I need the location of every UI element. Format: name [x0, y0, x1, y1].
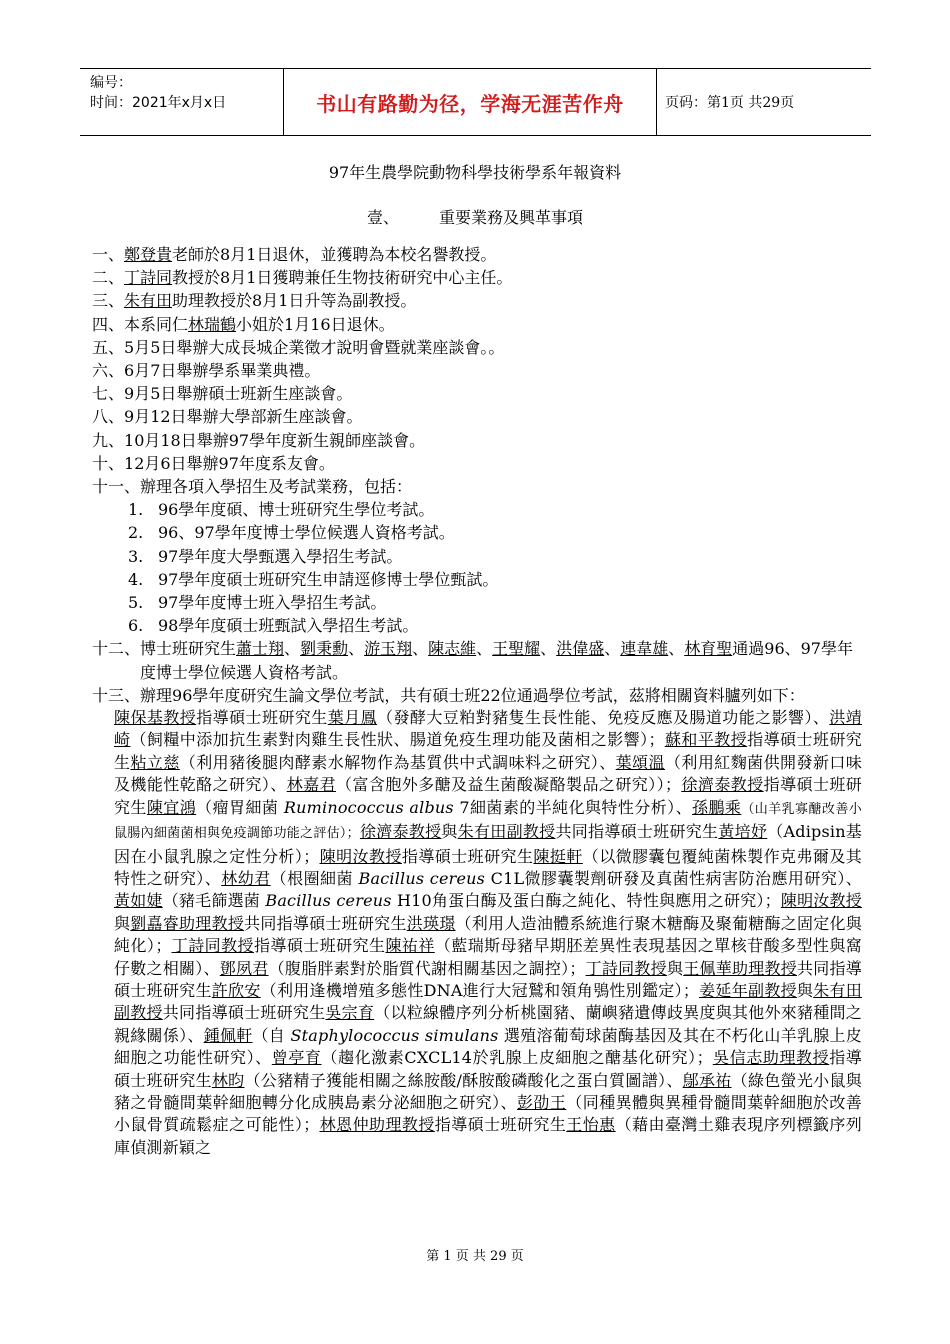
thesis-title: （自: [252, 1025, 286, 1045]
person-name: 林瑞鶴: [188, 314, 237, 334]
item-number: 一、: [92, 245, 125, 264]
student-name: 洪靖崎: [114, 708, 862, 750]
advisor-name: 林恩仲助理教授: [319, 1115, 435, 1135]
student-name: 葉頌溫: [615, 752, 665, 772]
student-name: 陳挺軒: [533, 846, 583, 866]
document-title: 97年生農學院動物科學技術學系年報資料: [328, 163, 622, 182]
sub-item-text: 96、97學年度博士學位候選人資格考試。: [158, 523, 455, 543]
list-item: [92, 336, 862, 359]
student-name: 曾亭育: [271, 1048, 322, 1068]
sub-item-number: 5.: [128, 593, 144, 613]
thesis-title: （富含胞外多醣及益生菌酸凝酪製品之研究））；: [336, 775, 682, 795]
list-item: [92, 243, 862, 266]
person-name: 林育聖: [684, 639, 733, 659]
text-run: 指導碩士班研究生: [114, 775, 863, 817]
person-name: 蕭士翔: [236, 639, 285, 659]
thesis-title: （藉由臺灣土雞表現序列標籤序列庫偵測新穎之: [114, 1115, 862, 1157]
list-item: [92, 637, 862, 683]
separator: 、: [412, 639, 429, 659]
advisor-name: 王佩華助理教授: [683, 958, 798, 978]
student-name: 林昀: [211, 1070, 245, 1090]
thesis-title: （腹脂胖素對於脂質代謝相關基因之調控）；: [268, 958, 586, 978]
section-heading: [0, 205, 950, 228]
text-run: 共同指導碩士班研究生: [555, 822, 719, 842]
sub-item-text: 97學年度博士班入學招生考試。: [158, 593, 387, 613]
page-header: [80, 68, 871, 136]
sub-item-number: 3.: [128, 546, 144, 566]
student-name: 陳祐祥: [385, 936, 435, 956]
student-name: 鄔承祐: [682, 1070, 732, 1090]
item-number: 九、: [92, 430, 125, 450]
thesis-title: （以粒線體序列分析桃園豬、蘭嶼豬遺傳歧異度與其他外來豬種間之親緣關係）、: [114, 1003, 862, 1045]
item-text: 6月7日舉辦學系畢業典禮。: [124, 361, 321, 381]
item-text: 辦理各項入學招生及考試業務，包括：: [140, 477, 413, 497]
item-number: 七、: [92, 384, 125, 404]
sub-list-item: [128, 545, 862, 568]
header-time-label: 时间：2021年x月x日: [90, 95, 227, 111]
thesis-title: （藍瑞斯母豬早期胚差異性表現基因之單核苷酸多型性與窩仔數之相關）、: [114, 936, 862, 978]
sub-item-text: 98學年度碩士班甄試入學招生考試。: [158, 616, 419, 636]
item-text: 本系同仁: [124, 314, 189, 334]
student-name: 黃如婕: [114, 891, 163, 911]
document-body: [92, 243, 862, 1159]
item-number: 八、: [92, 407, 125, 427]
thesis-title: （飼糧中添加抗生素對肉雞生長性狀、腸道免疫生理功能及菌相之影響）；: [130, 730, 665, 750]
header-motto: 书山有路勤为径，学海无涯苦作舟: [283, 69, 657, 135]
list-item: [92, 452, 862, 475]
item-number: 十三、: [92, 685, 141, 705]
thesis-title: 選殖溶葡萄球菌酶基因及其在不朽化山羊乳腺上皮細胞之功能性研究）、: [114, 1025, 862, 1068]
sub-item-number: 6.: [128, 616, 144, 636]
advisor-name: 劉嚞睿助理教授: [130, 913, 245, 933]
text-run: 指導碩士班研究生: [196, 708, 328, 728]
text-run: 指導碩士班研究生: [114, 730, 862, 772]
sub-item-text: 97學年度碩士班研究生申請逕修博士學位甄試。: [158, 569, 499, 589]
sub-item-number: 2.: [128, 523, 144, 543]
page-footer: 第 1 页 共 29 页: [426, 1249, 524, 1264]
thesis-title: （豬毛篩選菌: [162, 891, 261, 911]
species-name: Ruminococcus albus: [283, 797, 454, 817]
header-meta: [80, 69, 283, 135]
text-run: 與: [666, 958, 684, 978]
advisor-name: 吳信志助理教授: [712, 1048, 830, 1068]
sub-list-item: [128, 591, 862, 614]
item-text: 9月12日舉辦大學部新生座談會。: [124, 407, 363, 427]
separator: 、: [284, 639, 301, 659]
thesis-title: （同種異體與異種骨髓間葉幹細胞於改善小鼠骨質疏鬆症之可能性）；: [114, 1092, 862, 1135]
thesis-title: （以微膠囊包覆純菌株製作克弗爾及其特性之研究）、: [114, 846, 862, 888]
item-number: 十、: [92, 453, 125, 473]
item-text: 辦理96學年度研究生論文學位考試，共有碩士班22位通過學位考試，茲將相關資料臚列如下：: [140, 685, 805, 705]
text-run: 指導碩士班研究生: [434, 1115, 567, 1135]
thesis-title: （瘤胃細菌: [196, 797, 279, 817]
species-name: Bacillus cereus: [358, 868, 486, 888]
sub-item-text: 96學年度碩、博士班研究生學位考試。: [158, 500, 435, 520]
item-number: 四、: [92, 314, 125, 334]
text-run: 與: [441, 822, 458, 842]
advisor-name: 陳明汝教授: [319, 846, 402, 866]
thesis-title: （利用逢機增殖多態性DNA進行大冠鷲和領角鴞性別鑑定）；: [260, 980, 700, 1000]
thesis-title: （Adipsin基因在小鼠乳腺之定性分析）；: [114, 822, 862, 866]
student-name: 陳宜鴻: [146, 797, 197, 817]
text-run: 指導碩士班研究生: [401, 846, 534, 866]
student-name: 王怡惠: [566, 1115, 616, 1135]
person-name: 鄭登貴: [124, 245, 173, 264]
separator: 、: [348, 639, 365, 659]
list-item: [92, 359, 862, 382]
list-item: [92, 289, 862, 312]
separator: 、: [476, 639, 493, 659]
person-name: 丁詩同: [124, 268, 173, 288]
thesis-title: （利用豬後腿肉酵素水解物作為基質供中式調味料之研究）、: [179, 752, 616, 772]
student-name: 林嘉君: [286, 775, 337, 795]
item-text: 助理教授於8月1日升等為副教授。: [172, 291, 417, 311]
text-run: 共同指導碩士班研究生: [114, 958, 862, 1000]
student-name: 彭劭王: [516, 1092, 567, 1112]
thesis-title: （公豬精子獲能相關之絲胺酸/酥胺酸磷酸化之蛋白質圖譜）、: [244, 1070, 683, 1090]
advisor-name: 徐濟泰教授: [681, 775, 764, 795]
student-name: 黃培妤: [718, 822, 768, 842]
thesis-title: C1L微膠囊製劑研發及真菌性病害防治應用研究）、: [490, 868, 862, 888]
thesis-title: （利用紅麴菌供開發新口味及機能性乾酪之研究）、: [114, 752, 863, 795]
student-name: 葉月鳳: [327, 708, 378, 728]
person-name: 劉秉勳: [300, 639, 349, 659]
student-name: 鍾佩軒: [203, 1025, 253, 1045]
student-name: 粘立慈: [130, 752, 180, 772]
thesis-title: （趨化激素CXCL14於乳腺上皮細胞之醣基化研究）；: [321, 1048, 713, 1068]
sub-item-text: 97學年度大學甄選入學招生考試。: [158, 546, 403, 566]
thesis-title: （利用人造油體系統進行聚木糖酶及聚葡糖酶之固定化與純化）；: [114, 913, 862, 956]
item-text: 10月18日舉辦97學年度新生親師座談會。: [124, 430, 426, 450]
text-run: 指導碩士班研究生: [253, 936, 386, 956]
sub-list-item: [128, 521, 862, 544]
item-number: 十二、: [92, 639, 141, 659]
advisor-name: 陳保基教授: [114, 708, 197, 728]
student-name: 洪瑛璟: [406, 913, 456, 933]
list-item: [92, 405, 862, 428]
item-text: 通過96、97學年度博士學位候選人資格考試。: [140, 639, 853, 682]
person-name: 洪偉盛: [556, 639, 605, 659]
item-text: 博士班研究生: [140, 639, 237, 659]
advisor-name: 朱有田副教授: [457, 822, 556, 842]
list-item: [92, 266, 862, 289]
thesis-title: H10角蛋白酶及蛋白酶之純化、特性與應用之研究）；: [396, 891, 781, 911]
item-text: 教授於8月1日獲聘兼任生物技術研究中心主任。: [172, 268, 513, 288]
section-number: 壹、: [366, 208, 399, 227]
student-name: 許欣安: [211, 980, 261, 1000]
separator: 、: [540, 639, 557, 659]
item-number: 五、: [92, 337, 125, 357]
person-name: 王聖耀: [492, 639, 541, 659]
text-run: 共同指導碩士班研究生: [162, 1003, 326, 1023]
item-number: 二、: [92, 268, 125, 288]
text-run: 指導碩士班研究生: [114, 1048, 862, 1090]
student-name: 鄧夙君: [219, 958, 269, 978]
list-item: [92, 313, 862, 336]
item-number: 六、: [92, 361, 125, 381]
student-name: 孫鵬乘: [692, 797, 742, 817]
person-name: 朱有田: [124, 291, 173, 311]
sub-item-number: 4.: [128, 569, 144, 589]
separator: 、: [668, 639, 685, 659]
person-name: 游玉翔: [364, 639, 413, 659]
item-text: 12月6日舉辦97年度系友會。: [124, 453, 335, 473]
thesis-title: （發酵大豆粕對豬隻生長性能、免疫反應及腸道功能之影響）、: [377, 708, 830, 728]
list-item: [92, 382, 862, 405]
section-title: 重要業務及興革事項: [439, 208, 584, 227]
item-number: 十一、: [92, 477, 141, 497]
header-page-info: 页码：第1页 共29页: [665, 95, 795, 111]
list-item: [92, 475, 862, 498]
advisor-name: 丁詩同教授: [171, 936, 254, 956]
advisor-name: 徐濟泰教授: [359, 822, 442, 842]
thesis-title: 7細菌素的半純化與特性分析）、: [459, 797, 693, 817]
item-text: 5月5日舉辦大成長城企業徵才說明會暨就業座談會。。: [124, 337, 505, 357]
advisor-name: 蘇和平教授: [664, 730, 748, 750]
text-run: 共同指導碩士班研究生: [244, 913, 407, 933]
text-run: 與: [796, 980, 814, 1000]
advisor-name: 姜延年副教授: [699, 980, 797, 1000]
thesis-title: （綠色螢光小鼠與豬之骨髓間葉幹細胞轉分化成胰島素分泌細胞之研究）、: [114, 1070, 862, 1112]
thesis-paragraph: [114, 707, 862, 1159]
advisor-name: 陳明汝教授: [780, 891, 862, 911]
thesis-title: （山羊乳寡醣改善小鼠腸內細菌菌相與免疫調節功能之評估）；: [114, 801, 862, 842]
student-name: 林幼君: [221, 868, 271, 888]
sub-list-item: [128, 498, 862, 521]
separator: 、: [604, 639, 621, 659]
sub-list-item: [128, 568, 862, 591]
thesis-title: （根圈細菌: [270, 868, 353, 888]
sub-list-item: [128, 614, 862, 637]
text-run: 與: [114, 913, 131, 933]
sub-item-number: 1.: [128, 500, 144, 520]
person-name: 陳志維: [428, 639, 477, 659]
advisor-name: 朱有田副教授: [114, 980, 863, 1023]
list-item: [92, 429, 862, 452]
advisor-name: 丁詩同教授: [585, 958, 667, 978]
header-number-label: 编号：: [90, 75, 132, 91]
item-text: 9月5日舉辦碩士班新生座談會。: [124, 384, 353, 404]
item-text: 小姐於1月16日退休。: [236, 314, 395, 334]
species-name: Bacillus cereus: [265, 891, 392, 911]
species-name: Staphylococcus simulans: [290, 1025, 499, 1045]
item-text: 老師於8月1日退休，並獲聘為本校名譽教授。: [172, 245, 497, 264]
item-number: 三、: [92, 291, 125, 311]
person-name: 連韋雄: [620, 639, 669, 659]
student-name: 吳宗育: [325, 1003, 375, 1023]
list-item: [92, 684, 862, 707]
